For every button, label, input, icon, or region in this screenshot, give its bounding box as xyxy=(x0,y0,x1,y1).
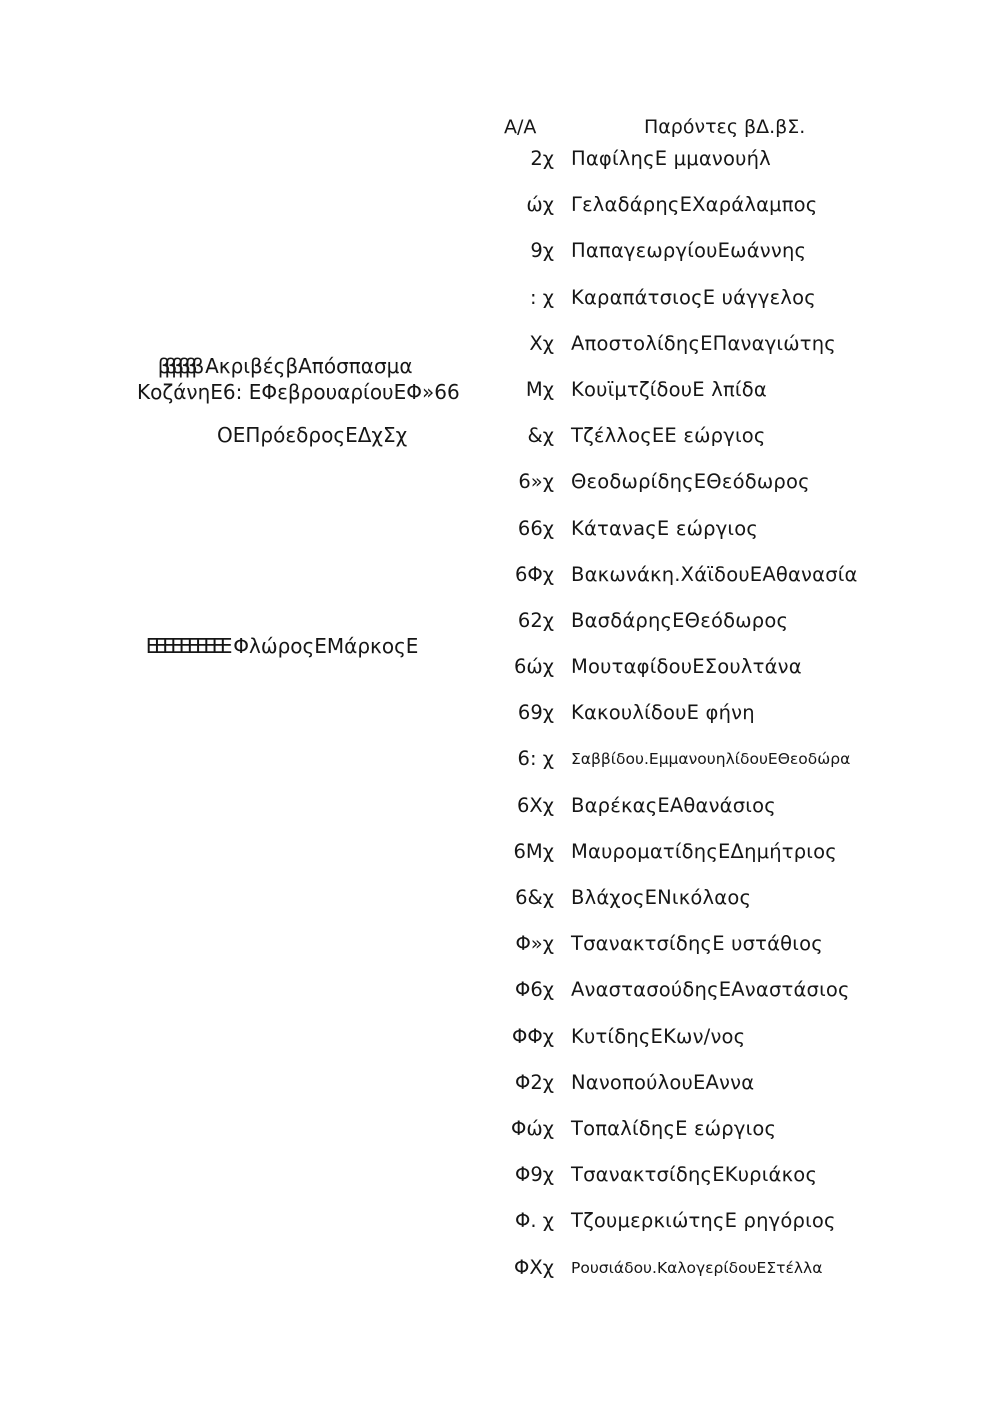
row-number: ΦΧχ xyxy=(514,1255,554,1279)
row-name: ΝανοπούλουΕΑννα xyxy=(571,1070,755,1094)
list-item xyxy=(486,794,858,840)
row-number: : χ xyxy=(529,285,554,309)
row-number: Φ. χ xyxy=(514,1209,554,1233)
row-number: 2χ xyxy=(530,147,554,170)
list-item xyxy=(486,563,858,609)
row-number: 6Χχ xyxy=(516,793,554,817)
attendee-roster xyxy=(486,147,858,1302)
row-number: Μχ xyxy=(525,377,554,401)
list-item xyxy=(486,1209,858,1255)
row-name: ΓελαδάρηςΕΧαράλαμπος xyxy=(571,193,818,217)
list-item xyxy=(486,1117,858,1163)
list-item xyxy=(486,1163,858,1209)
row-name: ΘεοδωρίδηςΕΘεόδωρος xyxy=(571,470,810,494)
list-item xyxy=(486,193,858,239)
row-number: 62χ xyxy=(517,608,554,632)
row-number: 6&χ xyxy=(515,886,554,909)
row-number: 66χ xyxy=(517,516,554,540)
row-number: 69χ xyxy=(517,701,554,725)
row-name: ΤζουμερκιώτηςΕ ρηγόριος xyxy=(571,1209,836,1233)
row-name: Ρουσιάδου.ΚαλογερίδουΕΣτέλλα xyxy=(571,1258,823,1277)
row-number: Φώχ xyxy=(511,1116,554,1140)
certified-excerpt-text: ΑκριβέςβΑπόσπασμα xyxy=(205,354,413,378)
row-number: 9χ xyxy=(530,239,554,263)
row-name: ΜουταφίδουΕΣουλτάνα xyxy=(571,655,802,679)
president-title-line: ΟΕΠρόεδροςΕΔχΣχ xyxy=(217,423,408,447)
roster-column-header-present-members: Παρόντες βΔ.βΣ. xyxy=(644,116,806,138)
row-name: ΒασδάρηςΕΘεόδωρος xyxy=(571,608,789,632)
list-item xyxy=(486,378,858,424)
row-number: 6ώχ xyxy=(514,655,554,679)
row-number: 6Μχ xyxy=(513,839,554,863)
list-item xyxy=(486,886,858,932)
row-number: 6»χ xyxy=(518,470,554,494)
row-name: ΒλάχοςΕΝικόλαος xyxy=(571,886,752,909)
list-item xyxy=(486,332,858,378)
row-name: Σαββίδου.ΕμμανουηλίδουΕΘεοδώρα xyxy=(571,750,851,769)
list-item xyxy=(486,701,858,747)
row-number: ώχ xyxy=(526,193,554,217)
list-item xyxy=(486,1071,858,1117)
row-name: ΤοπαλίδηςΕ εώργιος xyxy=(571,1116,777,1140)
row-number: Φ»χ xyxy=(515,932,554,956)
row-name: ΚαραπάτσιοςΕ υάγγελος xyxy=(571,285,816,309)
row-number: &χ xyxy=(527,424,554,448)
row-name: ΚυτίδηςΕΚων/νος xyxy=(571,1024,746,1048)
signature-name-line xyxy=(133,610,418,658)
certified-excerpt-line xyxy=(145,330,413,378)
list-item xyxy=(486,840,858,886)
row-name: ΜαυροματίδηςΕΔημήτριος xyxy=(571,839,837,863)
row-name: ΚάτανaςΕ εώργιος xyxy=(571,516,759,540)
president-name-text: ΦλώροςΕΜάρκοςΕ xyxy=(233,634,419,658)
list-item xyxy=(486,978,858,1024)
list-item xyxy=(486,517,858,563)
list-item xyxy=(486,147,858,193)
list-item xyxy=(486,470,858,516)
place-and-date-line: ΚοζάνηΕ6: ΕΦεβρουαρίουΕΦ»66 xyxy=(137,380,460,404)
list-item xyxy=(486,747,858,793)
row-name: ΚακουλίδουΕ φήνη xyxy=(571,701,755,725)
row-name: ΤσανακτσίδηςΕ υστάθιος xyxy=(571,932,823,956)
list-item xyxy=(486,239,858,285)
roster-column-header-number: Α/Α xyxy=(504,116,537,138)
garbled-glyph-cluster: ββββββ xyxy=(157,354,199,378)
row-name: ΠαπαγεωργίουΕωάννης xyxy=(571,239,807,263)
row-number: Χχ xyxy=(529,331,554,355)
row-number: 6Φχ xyxy=(514,562,554,586)
row-number: Φ9χ xyxy=(514,1163,554,1187)
row-name: ΑναστασούδηςΕΑναστάσιος xyxy=(571,978,850,1002)
row-name: ΚουϊμτζίδουΕ λπίδα xyxy=(571,377,767,401)
list-item xyxy=(486,609,858,655)
list-item xyxy=(486,1256,858,1302)
row-name: ΠαφίληςΕ μμανουήλ xyxy=(571,147,771,170)
row-number: ΦΦχ xyxy=(512,1024,554,1048)
list-item xyxy=(486,424,858,470)
list-item xyxy=(486,286,858,332)
row-name: ΤζέλλοςΕΕ εώργιος xyxy=(571,424,766,448)
row-name: ΑποστολίδηςΕΠαναγιώτης xyxy=(571,331,836,355)
garbled-glyph-cluster: ΕΕΕΕΕΕΕΕΕΕ xyxy=(145,634,229,658)
row-number: Φ6χ xyxy=(514,978,554,1002)
list-item xyxy=(486,655,858,701)
row-name: ΒαρέκαςΕΑθανάσιος xyxy=(571,793,776,817)
row-name: Βακωνάκη.ΧάϊδουΕΑθανασία xyxy=(571,562,858,586)
list-item xyxy=(486,1025,858,1071)
row-number: 6: χ xyxy=(517,747,554,771)
row-number: Φ2χ xyxy=(514,1070,554,1094)
list-item xyxy=(486,932,858,978)
row-name: ΤσανακτσίδηςΕΚυριάκος xyxy=(571,1163,818,1187)
